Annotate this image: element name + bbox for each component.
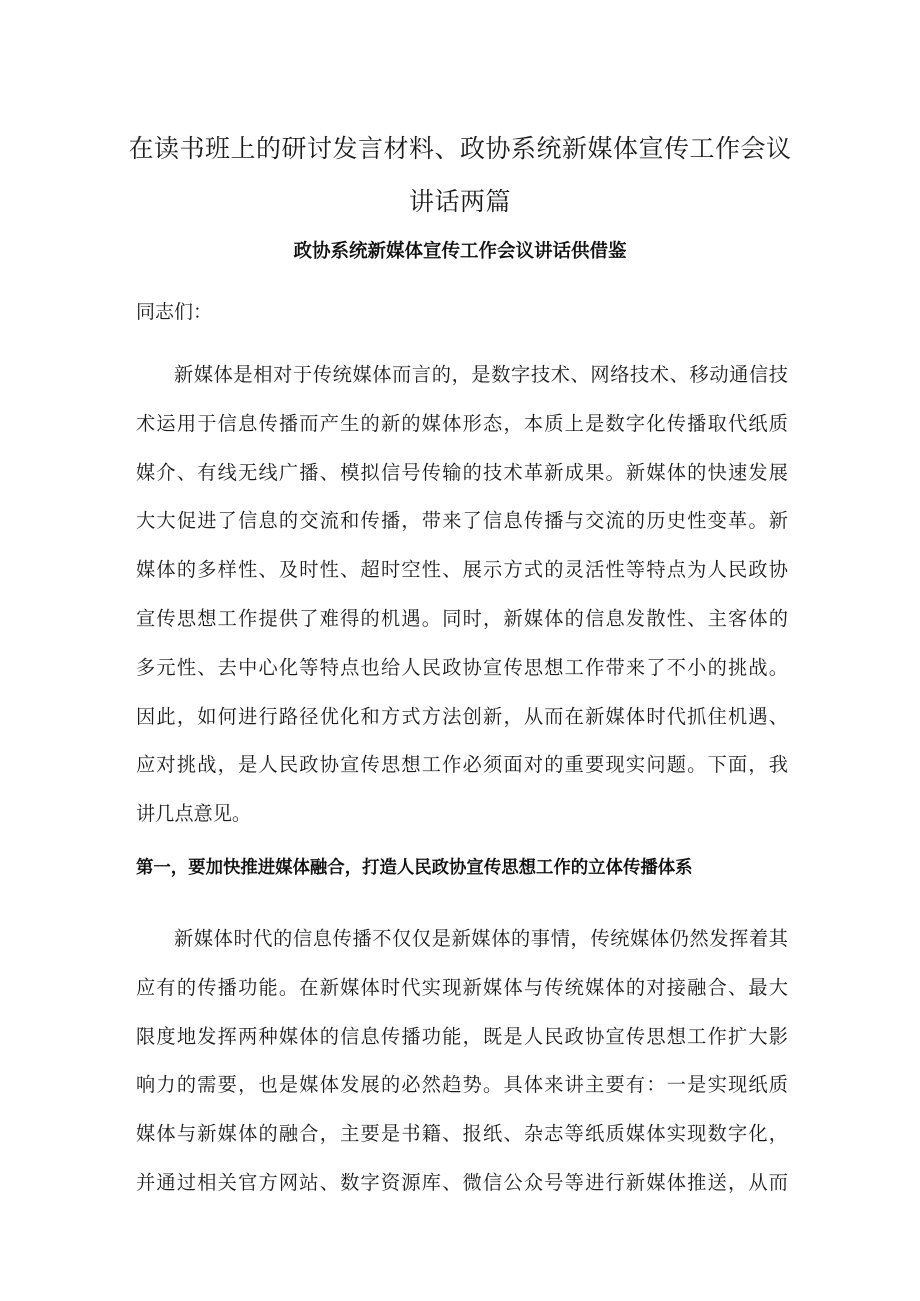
paragraph-line: 响力的需要，也是媒体发展的必然趋势。具体来讲主要有：一是实现纸质: [136, 1073, 788, 1097]
greeting: 同志们：: [136, 301, 213, 323]
paragraph-line: 宣传思想工作提供了难得的机遇。同时，新媒体的信息发散性、主客体的: [136, 606, 788, 630]
document-title-line: 在读书班上的研讨发言材料、政协系统新媒体宣传工作会议: [128, 134, 792, 163]
paragraph-line: 应对挑战，是人民政协宣传思想工作必须面对的重要现实问题。下面，我: [136, 753, 788, 777]
document-title-line: 讲话两篇: [408, 187, 511, 216]
paragraph-line: 并通过相关官方网站、数字资源库、微信公众号等进行新媒体推送，从而: [136, 1170, 788, 1194]
paragraph-line: 媒体与新媒体的融合，主要是书籍、报纸、杂志等纸质媒体实现数字化，: [136, 1122, 788, 1146]
paragraph-line: 大大促进了信息的交流和传播，带来了信息传播与交流的历史性变革。新: [136, 509, 788, 533]
paragraph-line: 术运用于信息传播而产生的新的媒体形态，本质上是数字化传播取代纸质: [136, 411, 788, 435]
paragraph-line: 新媒体是相对于传统媒体而言的，是数字技术、网络技术、移动通信技: [174, 363, 788, 386]
paragraph-point-one: [136, 915, 788, 1208]
paragraph-line: 讲几点意见。: [136, 802, 252, 826]
section-title: 政协系统新媒体宣传工作会议讲话供借鉴: [293, 241, 627, 262]
paragraph-line: 新媒体时代的信息传播不仅仅是新媒体的事情，传统媒体仍然发挥着其: [174, 927, 788, 950]
paragraph-line: 多元性、去中心化等特点也给人民政协宣传思想工作带来了不小的挑战。: [136, 655, 788, 679]
paragraph-introduction: [136, 351, 788, 839]
paragraph-line: 因此，如何进行路径优化和方式方法创新，从而在新媒体时代抓住机遇、: [136, 704, 788, 728]
paragraph-line: 媒体的多样性、及时性、超时空性、展示方式的灵活性等特点为人民政协: [136, 558, 788, 582]
point-one-heading: 第一，要加快推进媒体融合，打造人民政协宣传思想工作的立体传播体系: [136, 858, 693, 878]
paragraph-line: 应有的传播功能。在新媒体时代实现新媒体与传统媒体的对接融合、最大: [136, 975, 788, 999]
paragraph-line: 限度地发挥两种媒体的信息传播功能，既是人民政协宣传思想工作扩大影: [136, 1024, 788, 1048]
document-title: [110, 122, 810, 228]
paragraph-line: 媒介、有线无线广播、模拟信号传输的技术革新成果。新媒体的快速发展: [136, 460, 788, 484]
